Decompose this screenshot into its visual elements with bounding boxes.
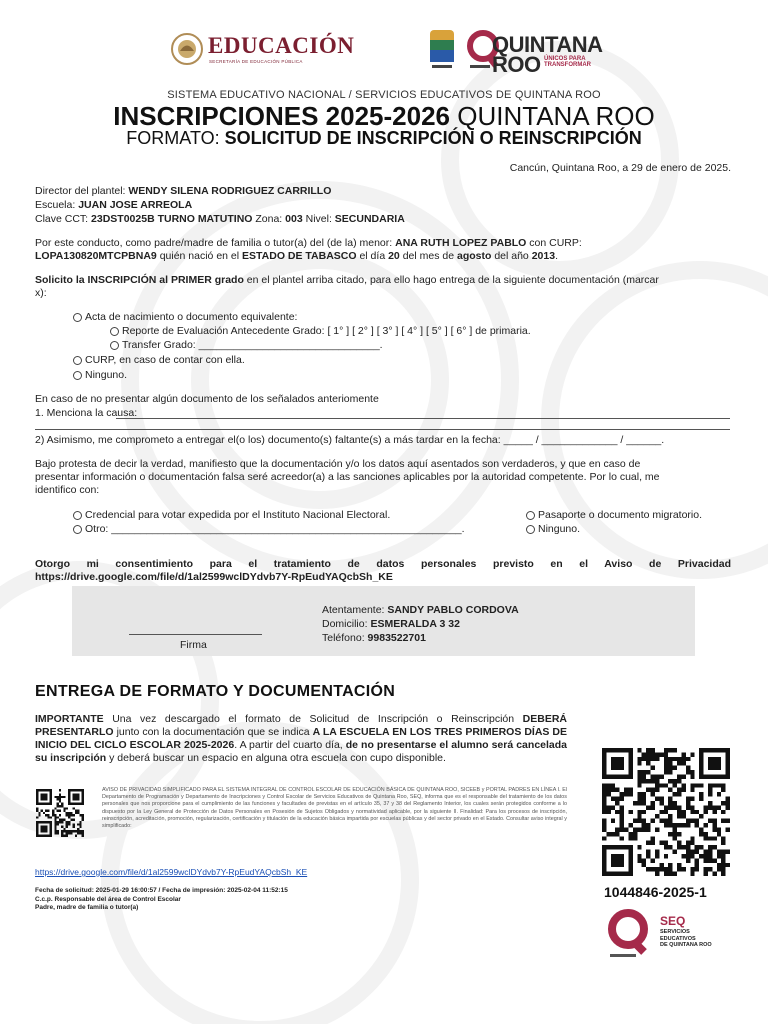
school-label: Escuela: [35,199,76,211]
delivery-p2: junto con la documentación que se indica [116,726,310,738]
seq-line1: SERVICIOS [660,929,690,935]
delivery-b5: de no presentarse el [345,739,449,751]
domicilio-label: Domicilio: [322,618,368,630]
radio-icon[interactable] [110,327,119,336]
quintana-roo-logo [428,26,608,78]
id-none-option[interactable] [526,523,580,536]
format-subtitle [0,128,768,149]
request-rest2: x): [35,287,47,299]
request-bold: Solicito la INSCRIPCIÓN al PRIMER grado [35,274,244,286]
footer-info [35,887,288,913]
cct-line [35,213,405,226]
doc-none-label: Ninguno. [85,369,128,381]
system-line: SISTEMA EDUCATIVO NACIONAL / SERVICIOS EDUCATIVOS DE QUINTANA ROO [167,89,601,101]
delivery-paragraph [35,713,567,765]
id-other-label: Otro: ____________________________________________________________. [85,523,465,535]
delivery-b4: DÍAS DE INICIO DEL CICLO ESCOLAR 2025-2026 [35,726,568,751]
footer-parent: Padre, madre de familia o tutor(a) [35,904,139,911]
seq-title: SEQ [660,914,686,928]
oath-line1: Bajo protesta de decir la verdad, manifiesto que la documentación y/o los datos aquí asentados son verdaderos, y que en caso de [35,458,641,470]
privacy-notice: AVISO DE PRIVACIDAD SIMPLIFICADO PARA EL SISTEMA INTEGRAL DE CONTROL ESCOLAR DE EDUCACIÓN BÁSICA DE QUINTANA ROO, SICEEB y PORTAL PADRES EN LÍNEA I. El Departamento de Programación y Departamento de Inscripciones y Control Escolar de Servicios Educativos de Quintana Roo, SEQ, informa que es el responsable del tratamiento de los datos personales que nos proporcione para el cumplimiento de las funciones y facultades de previstas en el artículo 35, 37 y 38 del Reglamento Interior, los cuales serán protegidos conforme a lo dispuesto por la Ley General de Protección de Datos Personales en Posesión de Sujetos Obligados y normatividad aplicable, por la siguiente II. Finalidad: Para los procesos de inscripción, reinscripción, acreditación, promoción, regularización, certificación y titulación de la educación básica impartida por escuelas públicas y del sector privado en el Estado. Consultar aviso integral y simplificado: [102,787,567,830]
qroo-tagline-1: ÚNICOS PARA [544,56,586,62]
atentamente-value: SANDY PABLO CORDOVA [387,604,519,616]
request-paragraph [35,274,735,300]
qroo-logo-text-1: QUINTANA [492,32,603,57]
privacy-qr-code[interactable] [36,789,84,837]
consent-url[interactable]: https://drive.google.com/file/d/1al2599wclDYdvb7Y-RpEudYAQcbSh_KE [35,571,393,583]
delivery-b6: alumno será cancelada su inscripción [35,739,568,764]
commit-line: 2) Asimismo, me comprometo a entregar el(o los) documento(s) faltante(s) a más tardar en la fecha: _____ / _____________ / ______. [35,434,665,446]
atentamente-label: Atentamente: [322,604,385,616]
id-ine-label: Credencial para votar expedida por el Instituto Nacional Electoral. [85,509,391,521]
date-line: Cancún, Quintana Roo, a 29 de enero de 2025. [509,162,731,174]
radio-icon[interactable] [73,356,82,365]
curp-label: con CURP: [529,237,582,249]
radio-icon[interactable] [73,313,82,322]
oath-line2: presentar información o documentación falsa seré acreedor(a) a las sanciones aplicables por la autoridad competente. Por lo cual, me [35,471,660,483]
title-regular: QUINTANA ROO [457,101,655,131]
delivery-b1: DEBERÁ [522,713,568,725]
oath-paragraph [35,458,735,497]
birth-state: ESTADO DE TABASCO [242,250,357,262]
doc-curp-label: CURP, en caso de contar con ella. [85,354,245,366]
doc-transfer-label: Transfer Grado: _______________________________. [122,339,383,351]
director-line [35,185,331,198]
edu-logo-sub: SECRETARÍA DE EDUCACIÓN PÚBLICA [209,59,303,64]
important-label: IMPORTANTE [35,713,104,725]
folio-qr-code[interactable] [602,748,730,876]
cause-label: 1. Menciona la causa: [35,407,138,419]
doc-birth-option[interactable] [73,311,297,324]
radio-icon[interactable] [526,525,535,534]
telefono-value: 9983522701 [367,632,426,644]
period: . [555,250,558,262]
day-text: el día [359,250,386,262]
radio-icon[interactable] [73,525,82,534]
nivel-label: Nivel: [305,213,332,225]
radio-icon[interactable] [73,371,82,380]
doc-report-option[interactable] [110,325,531,338]
birth-year: 2013 [531,250,556,262]
year-text: del año [494,250,529,262]
seq-subtitle [660,929,712,949]
cct-label: Clave CCT: [35,213,89,225]
student-name: ANA RUTH LOPEZ PABLO [395,237,527,249]
qroo-logo-text-2: ROO [492,52,541,77]
doc-birth-label: Acta de nacimiento o documento equivalente: [85,311,298,323]
qroo-tagline-2: TRANSFORMAR [544,62,591,68]
birth-day: 20 [388,250,400,262]
telefono-line [322,632,426,645]
request-rest: en el plantel arriba citado, para ello hago entrega de la siguiente documentación (marcar [246,274,659,286]
doc-transfer-option[interactable] [110,339,383,352]
atentamente-line [322,604,519,617]
telefono-label: Teléfono: [322,632,365,644]
id-passport-option[interactable] [526,509,702,522]
student-paragraph [35,237,735,263]
born-text: quién nació en el [159,250,240,262]
id-other-option[interactable] [73,523,465,536]
footer-ccp: C.c.p. Responsable del área de Control Escolar [35,895,181,903]
cause-line-2[interactable] [35,429,730,430]
consent-line1: Otorgo mi consentimiento para el tratamiento de datos personales previsto en el Aviso de Privacidad [35,558,731,570]
delivery-p5: disponible. [395,752,446,764]
seq-line3: DE QUINTANA ROO [660,942,712,948]
folio-number: 1044846-2025-1 [604,884,707,900]
id-passport-label: Pasaporte o documento migratorio. [538,509,703,521]
firma-label: Firma [180,639,207,651]
radio-icon[interactable] [110,341,119,350]
seq-q-icon [604,908,654,960]
id-none-label: Ninguno. [538,523,581,535]
delivery-p3: . A partir del cuarto día, [234,739,343,751]
delivery-b2: PRESENTARLO [35,726,114,738]
domicilio-value: ESMERALDA 3 32 [370,618,460,630]
oath-line3: identifico con: [35,484,100,496]
sep-logo [170,30,355,70]
signature-line[interactable] [129,634,262,635]
zona-value: 003 [285,213,303,225]
format-value: SOLICITUD DE INSCRIPCIÓN O REINSCRIPCIÓN [224,128,642,148]
month-text: del mes de [402,250,455,262]
edu-logo-text: EDUCACIÓN [208,33,355,58]
seq-line2: EDUCATIVOS [660,935,696,942]
radio-icon[interactable] [526,511,535,520]
director-label: Director del plantel: [35,185,126,197]
seq-logo [604,908,734,960]
radio-icon[interactable] [73,511,82,520]
cause-line-1[interactable] [116,418,730,419]
school-line [35,199,192,212]
student-curp: LOPA130820MTCPBNA9 [35,250,157,262]
school-value: JUAN JOSE ARREOLA [78,199,193,211]
format-label: FORMATO: [126,128,220,148]
doc-none-option[interactable] [73,369,127,382]
delivery-p1: Una vez descargado el formato de Solicitud de Inscripción o Reinscripción [112,713,515,725]
privacy-link[interactable]: https://drive.google.com/file/d/1al2599wclDYdvb7Y-RpEudYAQcbSh_KE [35,867,308,877]
state-coat-of-arms-icon [428,28,456,72]
director-value: WENDY SILENA RODRIGUEZ CARRILLO [128,185,332,197]
footer-dates: Fecha de solicitud: 2025-01-29 16:00:57 / Fecha de impresión: 2025-02-04 11:52:15 [35,887,288,894]
student-intro: Por este conducto, como padre/madre de familia o tutor(a) del (de la) menor: [35,237,393,249]
delivery-p4: y deberá buscar un espacio en alguna otra escuela con cupo [109,752,393,764]
domicilio-line [322,618,460,631]
eagle-seal-icon [170,32,204,66]
title-bold: INSCRIPCIONES 2025-2026 [113,101,451,131]
birth-month: agosto [456,250,492,262]
doc-report-label: Reporte de Evaluación Antecedente Grado: [ 1° ] [ 2° ] [ 3° ] [ 4° ] [ 5° ] [ 6° ] de primaria. [122,325,531,337]
missing-line1: En caso de no presentar algún documento de los señalados anteriomente [35,393,379,405]
delivery-title: ENTREGA DE FORMATO Y DOCUMENTACIÓN [35,683,396,700]
cct-value: 23DST0025B TURNO MATUTINO [91,213,253,225]
zona-label: Zona: [255,213,283,225]
delivery-b3: A LA ESCUELA EN LOS TRES PRIMEROS [312,726,522,738]
doc-curp-option[interactable] [73,354,245,367]
nivel-value: SECUNDARIA [334,213,405,225]
id-ine-option[interactable] [73,509,390,522]
